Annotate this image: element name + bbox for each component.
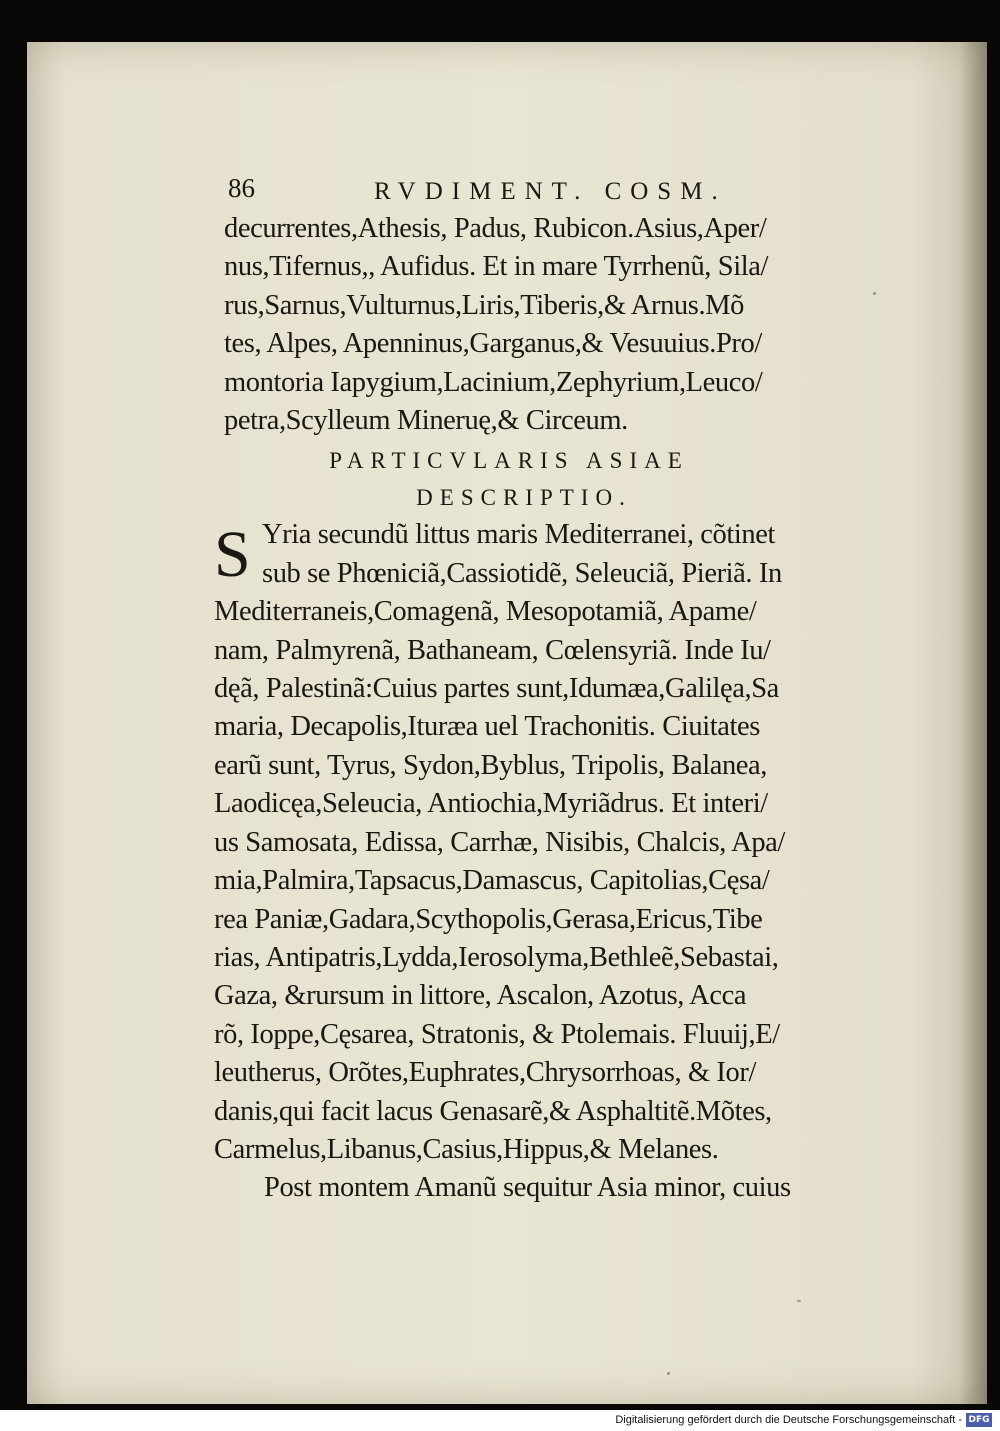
funding-credit: Digitalisierung gefördert durch die Deutsche Forschungsgemeinschaft - [615, 1414, 962, 1426]
text-line: Carmelus,Libanus,Casius,Hippus,& Melanes. [214, 1133, 719, 1165]
dfg-logo-icon: DFG [966, 1413, 992, 1427]
text-line: dęã, Palestinã:Cuius partes sunt,Idumæa,Galilęa,Sa [214, 673, 779, 705]
text-line: decurrentes,Athesis, Padus, Rubicon.Asius,Aper/ [224, 213, 767, 244]
page-gutter-shadow [959, 42, 987, 1404]
text-line: petra,Scylleum Mineruę,& Circeum. [224, 405, 628, 437]
text-line: Mediterraneis,Comagenã, Mesopotamiã, Apame/ [214, 596, 757, 628]
page-header [224, 170, 864, 210]
text-line: earũ sunt, Tyrus, Sydon,Byblus, Tripolis, Balanea, [214, 749, 768, 781]
previous-section-text [224, 210, 864, 440]
text-line: sub se Phœniciã,Cassiotidẽ, Seleuciã, Pieriã. In [262, 557, 782, 589]
printed-text-block [214, 170, 864, 1208]
text-line: rea Paniæ,Gadara,Scythopolis,Gerasa,Ericus,Tibe [214, 903, 763, 935]
text-line: us Samosata, Edissa, Carrhæ, Nisibis, Chalcis, Apa/ [214, 826, 785, 858]
syria-paragraph [214, 516, 864, 1169]
text-line: mia,Palmira,Tapsacus,Damascus, Capitolias,Cęsa/ [214, 865, 770, 897]
section-title-line-2: DESCRIPTIO. [416, 485, 632, 511]
next-paragraph-first-line: Post montem Amanũ sequitur Asia minor, cuius [264, 1172, 791, 1204]
paper-speck [797, 1300, 801, 1302]
running-head: RVDIMENT. COSM. [374, 178, 727, 205]
text-line: rõ, Ioppe,Cęsarea, Stratonis, & Ptolemais. Fluuij,E/ [214, 1018, 780, 1050]
text-line: leutherus, Orõtes,Euphrates,Chrysorrhoas, & Ior/ [214, 1057, 756, 1089]
paper-speck [873, 292, 876, 295]
digitization-footer [0, 1410, 1000, 1431]
text-line: nus,Tifernus,, Aufidus. Et in mare Tyrrhenũ, Sila/ [224, 251, 769, 283]
text-line: tes, Alpes, Apenninus,Garganus,& Vesuuius.Pro/ [224, 328, 762, 360]
page-number: 86 [228, 173, 255, 203]
paper-speck [667, 1372, 670, 1375]
text-line: danis,qui facit lacus Genasarẽ,& Asphaltitẽ.Mõtes, [214, 1095, 772, 1127]
section-title-line-1: PARTICVLARIS ASIAE [329, 448, 689, 474]
text-line: Laodicęa,Seleucia, Antiochia,Myriãdrus. Et interi/ [214, 788, 768, 820]
text-line: nam, Palmyrenã, Bathaneam, Cœlensyriã. Inde Iu/ [214, 634, 771, 666]
text-line: rus,Sarnus,Vulturnus,Liris,Tiberis,& Arnus.Mõ [224, 289, 744, 321]
text-line: maria, Decapolis,Ituræa uel Trachonitis. Ciuitates [214, 711, 760, 743]
text-line: rias, Antipatris,Lydda,Ierosolyma,Bethleẽ,Sebastai, [214, 941, 779, 973]
drop-cap: S [214, 518, 251, 592]
text-line: Gaza, &rursum in littore, Ascalon, Azotus, Acca [214, 980, 747, 1012]
text-line: Yria secundũ littus maris Mediterranei, cõtinet [262, 519, 776, 551]
text-line: montoria Iapygium,Lacinium,Zephyrium,Leuco/ [224, 366, 763, 398]
